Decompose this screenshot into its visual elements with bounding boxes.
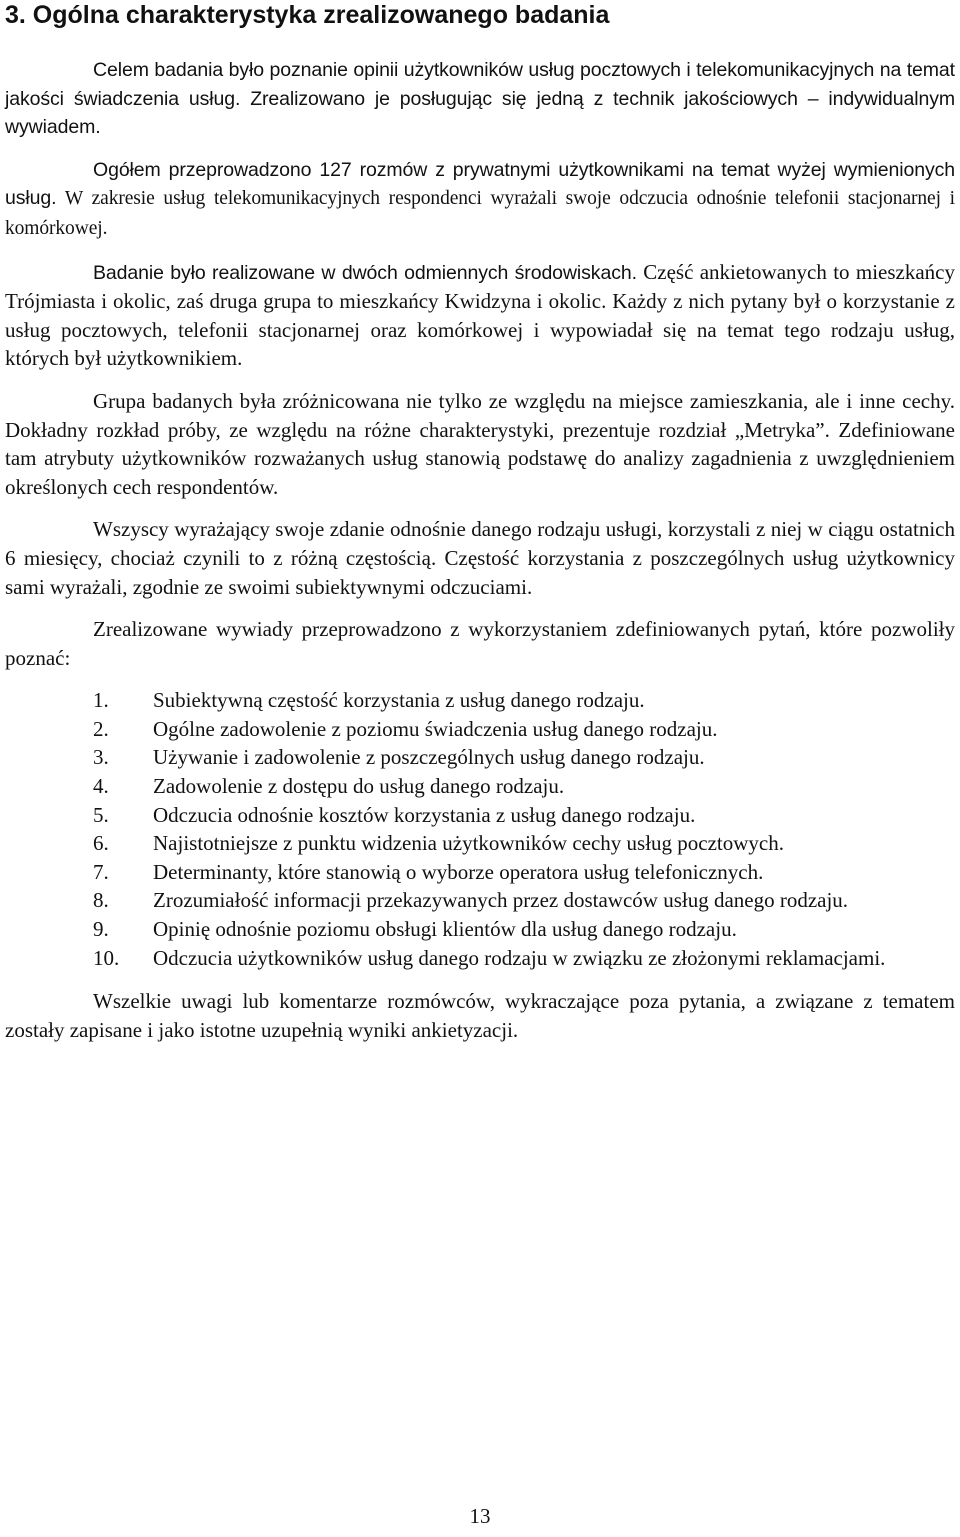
list-item-text: Najistotniejsze z punktu widzenia użytkowników cechy usług pocztowych.	[153, 831, 785, 856]
paragraph-environments	[5, 258, 955, 373]
paragraph-sample: Grupa badanych była zróżnicowana nie tylko ze względu na miejsce zamieszkania, ale i inne cechy. Dokładny rozkład próby, ze względu na różne charakterystyki, prezentuje rozdział „Metryka”. Zdefiniowane tam atrybuty użytkowników rozważanych usług stanowią podstawę do analizy zagadnienia z uwzględnieniem określonych cech respondentów.	[5, 388, 955, 499]
list-item	[5, 829, 955, 858]
list-item	[5, 801, 955, 830]
list-item	[5, 915, 955, 944]
paragraph-interviews	[5, 156, 955, 244]
paragraph-comments: Wszelkie uwagi lub komentarze rozmówców, wykraczające poza pytania, a związane z tematem zostały zapisane i jako istotne uzupełnią wyniki ankietyzacji.	[5, 989, 955, 1042]
paragraph-questions-intro: Zrealizowane wywiady przeprowadzono z wykorzystaniem zdefiniowanych pytań, które pozwoliły poznać:	[5, 617, 955, 670]
list-item-number: 3.	[93, 745, 109, 770]
list-item	[5, 886, 955, 915]
paragraph-environments-intro: Badanie było realizowane w dwóch odmiennych środowiskach.	[93, 261, 637, 284]
document-body	[5, 56, 955, 1058]
questions-list	[5, 686, 955, 972]
paragraph-environments-groups: Część ankietowanych to mieszkańcy Trójmiasta i okolic, zaś druga grupa to mieszkańcy Kwidzyna i okolic.	[5, 259, 955, 314]
list-item-number: 6.	[93, 831, 109, 856]
list-item-number: 2.	[93, 716, 109, 741]
paragraph-frequency: Wszyscy wyrażający swoje zdanie odnośnie danego rodzaju usługi, korzystali z niej w ciągu ostatnich 6 miesięcy, chociaż czynili to z różną częstością. Częstość korzystania z poszczególnych usług użytkownicy sami wyrażali, zgodnie ze swoimi subiektywnymi odczuciami.	[5, 517, 955, 599]
list-item-text: Zadowolenie z dostępu do usług danego rodzaju.	[153, 774, 565, 799]
page-number: 13	[469, 1504, 491, 1528]
paragraph-interviews-count: Ogółem przeprowadzono 127 rozmów z prywatnymi użytkownikami na temat wyżej wymienionych usług.	[5, 158, 955, 210]
list-item-text: Zrozumiałość informacji przekazywanych przez dostawców usług danego rodzaju.	[153, 888, 849, 913]
list-item-number: 5.	[93, 802, 109, 827]
list-item	[5, 772, 955, 801]
paragraph-purpose: Celem badania było poznanie opinii użytkowników usług pocztowych i telekomunikacyjnych na temat jakości świadczenia usług. Zrealizowano je posługując się jedną z technik jakościowych – indywidualnym wywiadem.	[5, 59, 955, 139]
paragraph-interviews-telecom: W zakresie usług telekomunikacyjnych respondenci wyrażali swoje odczucia odnośnie telefonii stacjonarnej i komórkowej.	[5, 188, 955, 239]
list-item-number: 7.	[93, 859, 109, 884]
list-item-number: 8.	[93, 888, 109, 913]
paragraph-environments-questions: Każdy z nich pytany był o korzystanie z usług pocztowych, telefonii stacjonarnej oraz komórkowej i wypowiadał się na temat tego rodzaju usług, których był użytkownikiem.	[5, 289, 956, 371]
list-item-text: Używanie i zadowolenie z poszczególnych usług danego rodzaju.	[153, 745, 705, 770]
list-item-number: 4.	[93, 774, 109, 799]
list-item-text: Odczucia odnośnie kosztów korzystania z usług danego rodzaju.	[153, 802, 696, 827]
list-item-number: 10.	[93, 945, 120, 970]
list-item-text: Determinanty, które stanowią o wyborze operatora usług telefonicznych.	[153, 859, 764, 884]
list-item-text: Ogólne zadowolenie z poziomu świadczenia usług danego rodzaju.	[153, 716, 718, 741]
list-item	[5, 686, 955, 715]
list-item-text: Odczucia użytkowników usług danego rodzaju w związku ze złożonymi reklamacjami.	[153, 945, 886, 970]
section-heading: 3. Ogólna charakterystyka zrealizowanego badania	[5, 1, 610, 29]
list-item	[5, 858, 955, 887]
list-item-text: Opinię odnośnie poziomu obsługi klientów dla usług danego rodzaju.	[153, 917, 737, 942]
list-item	[5, 944, 955, 973]
list-item-text: Subiektywną częstość korzystania z usług danego rodzaju.	[153, 688, 645, 713]
list-item-number: 9.	[93, 917, 109, 942]
list-item	[5, 743, 955, 772]
list-item-number: 1.	[93, 688, 109, 713]
list-item	[5, 715, 955, 744]
